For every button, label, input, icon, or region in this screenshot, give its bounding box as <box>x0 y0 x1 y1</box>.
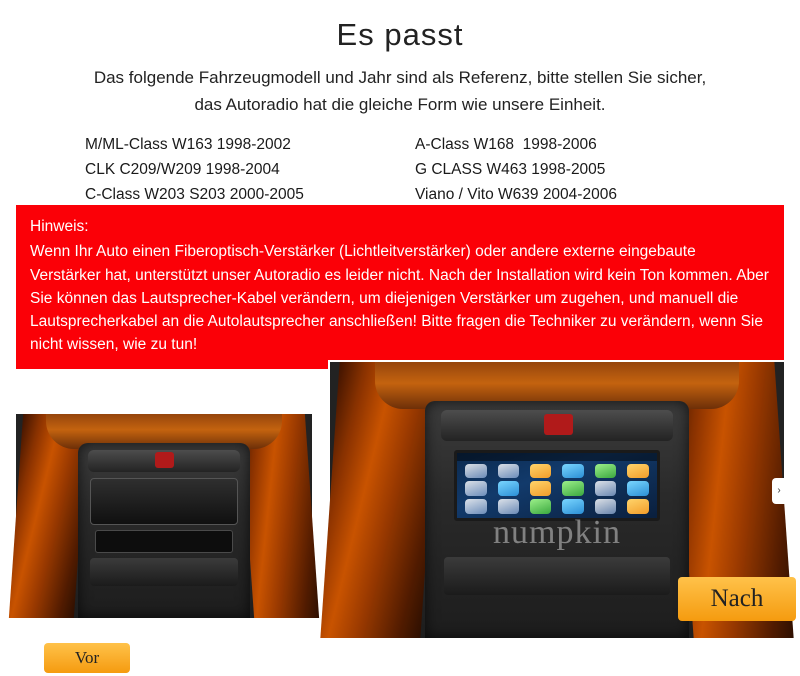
model-item: C-Class W203 S203 2000-2005 <box>85 186 304 204</box>
dashboard-artwork-before <box>16 414 312 618</box>
app-icon <box>627 499 648 514</box>
android-head-unit-screen <box>454 450 659 520</box>
photo-comparison <box>0 360 800 667</box>
screen-app-grid <box>465 464 649 514</box>
climate-control-panel <box>444 557 671 595</box>
center-console-after <box>425 401 688 638</box>
app-icon <box>595 481 616 496</box>
app-icon <box>530 481 551 496</box>
app-icon <box>595 464 616 479</box>
caption-after: Nach <box>678 577 796 621</box>
model-item: A-Class W168 1998-2006 <box>415 135 597 153</box>
app-icon <box>498 481 519 496</box>
model-item: M/ML-Class W163 1998-2002 <box>85 135 291 153</box>
hazard-light-button <box>544 414 573 435</box>
model-item: CLK C209/W209 1998-2004 <box>85 160 280 178</box>
model-item: G CLASS W463 1998-2005 <box>415 160 606 178</box>
app-icon <box>562 464 583 479</box>
subtitle-line-1: Das folgende Fahrzeugmodell und Jahr sind als Referenz, bitte stellen Sie sicher, <box>93 68 707 88</box>
app-icon <box>595 499 616 514</box>
app-icon <box>465 499 486 514</box>
app-icon <box>465 464 486 479</box>
photo-before <box>14 412 314 667</box>
stock-radio-unit <box>90 478 238 526</box>
model-list <box>0 132 800 207</box>
app-icon <box>627 464 648 479</box>
app-icon <box>530 464 551 479</box>
page-subtitle <box>0 65 800 118</box>
app-icon <box>498 499 519 514</box>
caption-before: Vor <box>44 643 130 673</box>
warning-notice <box>16 205 784 369</box>
app-icon <box>562 481 583 496</box>
watermark: numpkin <box>493 514 621 552</box>
app-icon <box>530 499 551 514</box>
notice-body: Wenn Ihr Auto einen Fiberoptisch-Verstärker (Lichtleitverstärker) oder andere externe eingebaute Verstärker hat, unterstützt unser Autoradio es leider nicht. Nach der Installation wird kein Ton kommen. Aber Sie können das Lautsprecher-Kabel verändern, um diejenigen Verstärker um zugehen, und manuell die Lautsprecherkabel an die Autolautsprecher anschließen! Bitte fragen die Techniker zu verändern, wenn Sie nicht wissen, wie zu tun! <box>30 243 769 354</box>
notice-heading: Hinweis: <box>30 218 89 235</box>
subtitle-line-2: das Autoradio hat die gleiche Form wie unsere Einheit. <box>194 94 606 114</box>
screen-status-bar <box>457 453 656 460</box>
app-icon <box>498 464 519 479</box>
model-item: Viano / Vito W639 2004-2006 <box>415 186 617 204</box>
center-console-before <box>78 443 250 618</box>
model-column-left <box>85 132 415 207</box>
cd-slot <box>95 530 232 553</box>
app-icon <box>627 481 648 496</box>
app-icon <box>465 481 486 496</box>
page-title: Es passt <box>336 17 464 52</box>
chevron-right-icon: › <box>772 478 786 504</box>
climate-control-panel <box>90 558 238 586</box>
app-icon <box>562 499 583 514</box>
photo-after <box>328 360 786 640</box>
hazard-light-button <box>155 452 174 468</box>
model-column-right <box>415 132 715 207</box>
